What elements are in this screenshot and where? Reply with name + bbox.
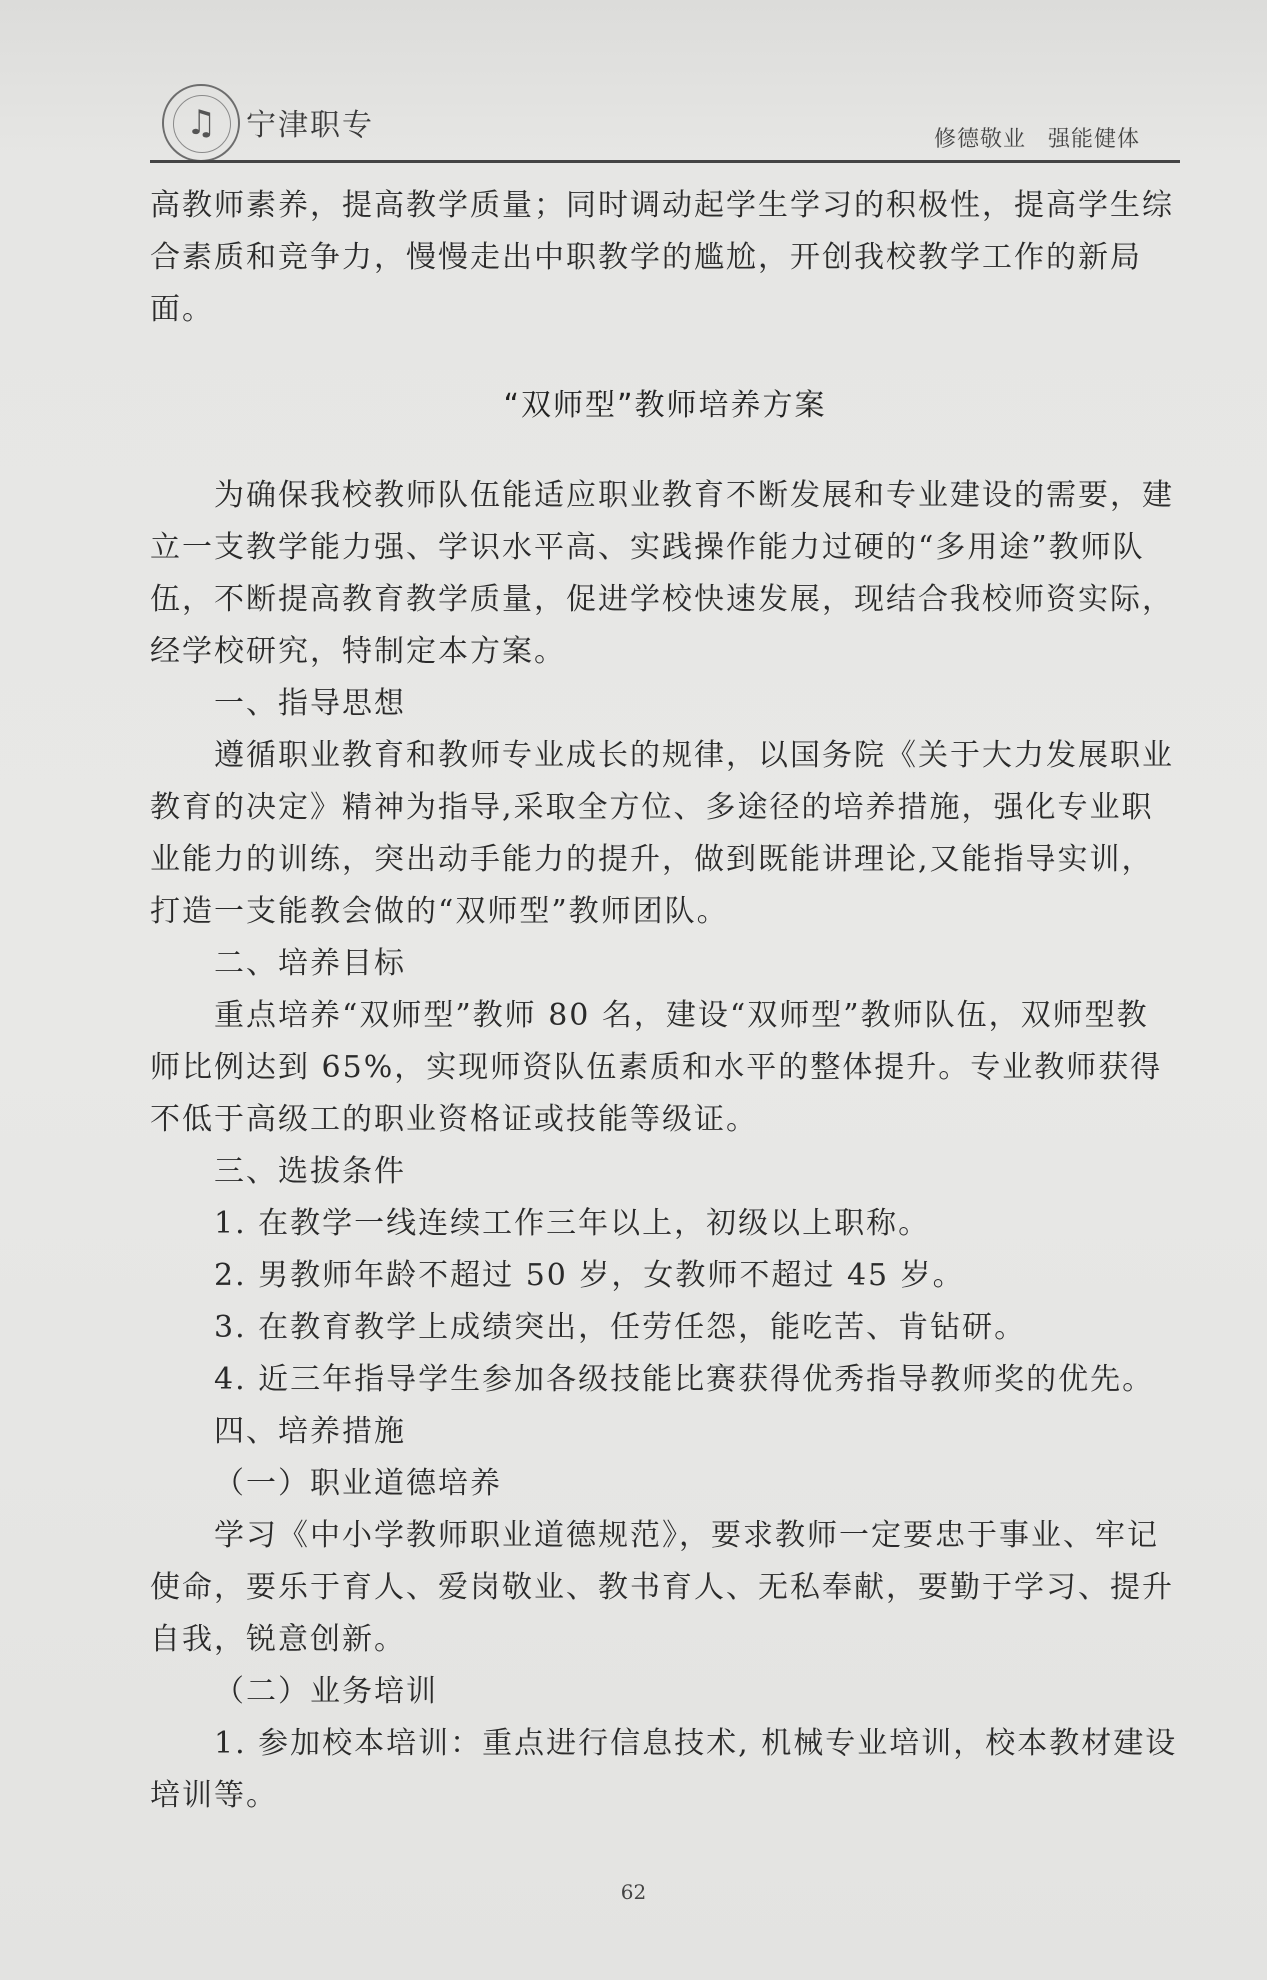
school-logo-icon (162, 84, 240, 162)
intro-line: 合素质和竞争力，慢慢走出中职教学的尴尬，开创我校教学工作的新局面。 (150, 240, 1142, 327)
paragraph-business-training: 1. 参加校本培训：重点进行信息技术, 机械专业培训，校本教材建设培训等。 (150, 1726, 1178, 1813)
document-title: “双师型”教师培养方案 (503, 388, 827, 423)
header-divider (150, 160, 1180, 163)
criteria-item: 2. 男教师年龄不超过 50 岁，女教师不超过 45 岁。 (214, 1258, 965, 1293)
school-name: 宁津职专 (246, 108, 374, 143)
heading-training-goal: 二、培养目标 (214, 946, 406, 981)
paragraph-purpose: 为确保我校教师队伍能适应职业教育不断发展和专业建设的需要，建立一支教学能力强、学识水平高、实践操作能力过硬的“多用途”教师队伍，不断提高教育教学质量，促进学校快速发展，现结合我校师资实际，经学校研究，特制定本方案。 (150, 478, 1174, 669)
criteria-item: 1. 在教学一线连续工作三年以上，初级以上职称。 (214, 1206, 931, 1241)
document-body (150, 470, 1180, 1822)
subheading-ethics: （一）职业道德培养 (214, 1466, 502, 1501)
heading-guiding-thought: 一、指导思想 (214, 686, 406, 721)
paragraph-training-goal: 重点培养“双师型”教师 80 名，建设“双师型”教师队伍，双师型教师比例达到 65%，实现师资队伍素质和水平的整体提升。专业教师获得不低于高级工的职业资格证或技能等级证。 (150, 998, 1163, 1137)
paragraph-ethics: 学习《中小学教师职业道德规范》，要求教师一定要忠于事业、牢记使命，要乐于育人、爱岗敬业、教书育人、无私奉献，要勤于学习、提升自我，锐意创新。 (150, 1518, 1174, 1657)
criteria-item: 4. 近三年指导学生参加各级技能比赛获得优秀指导教师奖的优先。 (214, 1362, 1155, 1397)
page-header (150, 70, 1180, 170)
school-motto: 修德敬业 强能健体 (934, 127, 1140, 152)
criteria-item: 3. 在教育教学上成绩突出，任劳任怨，能吃苦、肯钻研。 (214, 1310, 1027, 1345)
heading-selection-criteria: 三、选拔条件 (214, 1154, 406, 1189)
subheading-business-training: （二）业务培训 (214, 1674, 438, 1709)
intro-line: 高教师素养，提高教学质量；同时调动起学生学习的积极性，提高学生综 (150, 188, 1174, 223)
page-number: 62 (620, 1880, 647, 1904)
paragraph-guiding-thought: 遵循职业教育和教师专业成长的规律，以国务院《关于大力发展职业教育的决定》精神为指导,采取全方位、多途径的培养措施，强化专业职业能力的训练，突出动手能力的提升，做到既能讲理论,又能指导实训，打造一支能教会做的“双师型”教师团队。 (150, 738, 1174, 929)
heading-training-measures: 四、培养措施 (214, 1414, 406, 1449)
intro-paragraph (150, 180, 1180, 336)
logo-figure-icon: ♫ (186, 103, 217, 143)
